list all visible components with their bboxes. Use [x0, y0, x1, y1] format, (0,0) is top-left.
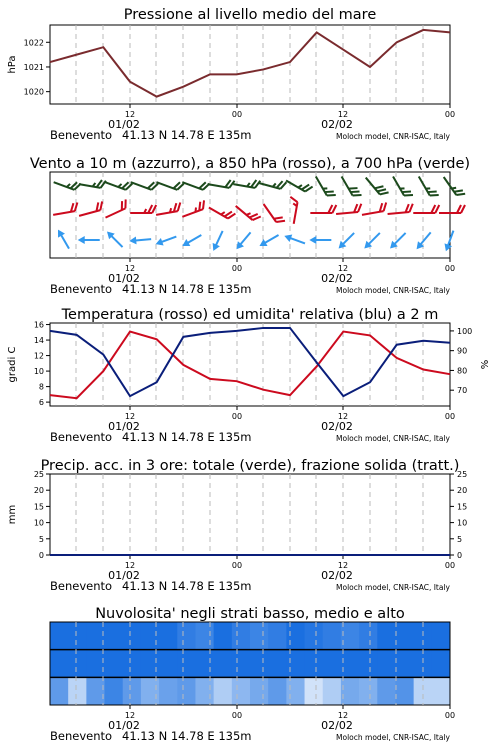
station-name: Benevento: [50, 579, 113, 593]
y-right-tick-label: 15: [457, 502, 468, 512]
wind-barb-flag: [457, 205, 461, 213]
model-credit: Moloch model, CNR-ISAC, Italy: [336, 286, 450, 295]
cloud-cell: [414, 677, 433, 705]
cloud-cell: [377, 622, 396, 650]
wind-barb-700hpa: [54, 175, 81, 191]
chart-title: Temperatura (rosso) ed umidita' relativa (blu) a 2 m: [61, 307, 439, 323]
wind-barb-850hpa: [286, 197, 298, 224]
y-axis-label: mm: [7, 504, 18, 525]
wind-barb-850hpa: [130, 205, 156, 213]
wind-barb-10m: [387, 230, 408, 251]
cloud-cell: [432, 677, 451, 705]
model-credit: Moloch model, CNR-ISAC, Italy: [336, 583, 450, 592]
station-coords: 41.13 N 14.78 E 135m: [122, 128, 252, 142]
time-tick-label: 00: [444, 264, 456, 273]
station-coords: 41.13 N 14.78 E 135m: [122, 729, 252, 743]
cloud-cell: [68, 677, 87, 705]
wind-barb-850hpa: [413, 205, 439, 213]
cloud-cell: [250, 677, 269, 705]
cloud-cell: [123, 650, 142, 678]
wind-barb-850hpa: [236, 200, 261, 223]
y-tick-label: 6: [38, 398, 44, 408]
wind-barb-10m: [361, 230, 382, 251]
wind-barb-flag: [290, 197, 299, 202]
cloud-cell: [377, 650, 396, 678]
wind-barb-700hpa: [105, 175, 132, 191]
wind-barb-10m: [180, 232, 203, 250]
cloud-cell: [195, 622, 214, 650]
cloud-cell: [159, 622, 178, 650]
wind-barb-flag: [431, 205, 435, 213]
cloud-cell: [159, 677, 178, 705]
date-label: 01/02: [108, 719, 140, 732]
wind-barb-10m: [78, 236, 100, 244]
y-tick-label: 16: [33, 320, 44, 330]
wind-barb-850hpa: [439, 205, 465, 213]
cloud-cell: [250, 650, 269, 678]
cloud-cell: [359, 650, 378, 678]
wind-arrow-head: [55, 228, 65, 238]
y-right-tick-label: 90: [457, 346, 468, 356]
cloud-cell: [177, 622, 196, 650]
time-tick-label: 12: [337, 711, 349, 720]
cloud-cell: [214, 622, 233, 650]
cloud-cell: [50, 622, 69, 650]
cloud-cell: [323, 650, 342, 678]
y-tick-label: 15: [33, 502, 44, 512]
cloud-cell: [86, 622, 105, 650]
y-right-tick-label: 70: [457, 386, 468, 396]
wind-barb-10m: [55, 228, 73, 251]
wind-barb-flag: [461, 205, 465, 213]
wind-barb-700hpa: [182, 175, 209, 191]
model-credit: Moloch model, CNR-ISAC, Italy: [336, 132, 450, 141]
model-credit: Moloch model, CNR-ISAC, Italy: [336, 434, 450, 443]
station-name: Benevento: [50, 729, 113, 743]
wind-barb-850hpa: [209, 201, 236, 221]
cloud-cell: [268, 650, 287, 678]
time-tick-label: 12: [124, 412, 136, 421]
y-right-tick-label: 5: [457, 534, 463, 544]
chart-title: Pressione al livello medio del mare: [123, 7, 377, 23]
cloud-cell: [341, 650, 360, 678]
y-tick-label: 10: [33, 367, 44, 377]
wind-barb-10m: [413, 230, 433, 252]
cloud-cell: [305, 677, 324, 705]
wind-arrow-head: [180, 239, 190, 249]
wind-arrow-head: [442, 243, 452, 252]
wind-arrow-head: [309, 236, 316, 244]
cloud-cell: [286, 650, 305, 678]
cloud-cell: [214, 650, 233, 678]
wind-barb-700hpa: [366, 172, 389, 197]
y-right-axis-label: %: [480, 359, 491, 370]
cloud-cell: [377, 677, 396, 705]
wind-barb-700hpa: [208, 176, 235, 188]
wind-barb-850hpa: [310, 205, 336, 213]
y-tick-label: 1022: [23, 38, 44, 48]
cloud-cell: [232, 622, 251, 650]
station-name: Benevento: [50, 128, 113, 142]
wind-barb-flag: [435, 205, 439, 213]
cloud-cell: [250, 622, 269, 650]
cloud-cell: [195, 650, 214, 678]
wind-barb-850hpa: [155, 203, 182, 215]
cloud-cell: [395, 650, 414, 678]
time-tick-label: 12: [337, 561, 349, 570]
y-right-tick-label: 100: [457, 326, 473, 336]
wind-barb-850hpa: [335, 204, 362, 214]
wind-barb-700hpa: [157, 175, 184, 191]
cloud-cell: [432, 622, 451, 650]
y-tick-label: 12: [33, 351, 44, 361]
wind-barb-850hpa: [77, 201, 104, 215]
wind-barb-850hpa: [102, 199, 129, 217]
wind-barb-flag: [122, 199, 129, 208]
station-coords: 41.13 N 14.78 E 135m: [122, 282, 252, 296]
wind-barb-700hpa: [131, 175, 158, 191]
wind-barb-700hpa: [419, 172, 439, 199]
cloud-cell: [268, 622, 287, 650]
cloud-cell: [141, 650, 160, 678]
cloud-cell: [177, 677, 196, 705]
wind-arrow-head: [283, 232, 292, 242]
y-right-tick-label: 25: [457, 470, 468, 479]
cloud-cell: [214, 677, 233, 705]
wind-barb-10m: [283, 232, 306, 247]
y-tick-label: 25: [33, 470, 44, 479]
y-tick-label: 14: [33, 336, 44, 346]
cloud-cell: [232, 650, 251, 678]
wind-barb-flag: [332, 205, 336, 213]
y-tick-label: 1020: [23, 87, 44, 97]
cloud-cell: [286, 622, 305, 650]
cloud-cell: [86, 650, 105, 678]
cloud-cell: [286, 677, 305, 705]
time-tick-label: 12: [124, 711, 136, 720]
time-tick-label: 00: [444, 561, 456, 570]
time-tick-label: 00: [444, 711, 456, 720]
wind-barb-850hpa: [361, 203, 388, 215]
wind-barb-10m: [309, 236, 331, 244]
wind-barb-10m: [233, 230, 253, 252]
wind-barb-10m: [257, 232, 280, 250]
wind-barb-flag: [148, 205, 152, 213]
wind-barb-850hpa: [180, 200, 207, 216]
station-name: Benevento: [50, 282, 113, 296]
time-tick-label: 00: [231, 561, 243, 570]
y-right-tick-label: 20: [457, 486, 468, 496]
cloud-cell: [159, 650, 178, 678]
cloud-cell: [105, 677, 124, 705]
plot-frame: [50, 25, 450, 104]
time-tick-label: 12: [124, 110, 136, 119]
wind-barb-850hpa: [387, 204, 414, 214]
y-axis-label: hPa: [7, 55, 18, 74]
station-coords: 41.13 N 14.78 E 135m: [122, 579, 252, 593]
date-label: 02/02: [321, 420, 353, 433]
time-tick-label: 12: [124, 561, 136, 570]
wind-barb-700hpa: [316, 172, 336, 199]
cloud-cell: [195, 677, 214, 705]
chart-title: Precip. acc. in 3 ore: totale (verde), frazione solida (tratt.): [40, 458, 460, 474]
time-tick-label: 12: [124, 264, 136, 273]
wind-barb-10m: [336, 230, 357, 251]
wind-barb-flag: [328, 205, 332, 213]
cloud-cell: [268, 677, 287, 705]
y-right-tick-label: 10: [457, 518, 468, 528]
date-label: 02/02: [321, 272, 353, 285]
time-tick-label: 12: [337, 264, 349, 273]
y-tick-label: 10: [33, 518, 44, 528]
station-coords: 41.13 N 14.78 E 135m: [122, 430, 252, 444]
y-tick-label: 20: [33, 486, 44, 496]
cloud-cell: [432, 650, 451, 678]
cloud-cell: [50, 650, 69, 678]
time-tick-label: 00: [231, 264, 243, 273]
wind-barb-850hpa: [264, 199, 285, 225]
cloud-cell: [341, 677, 360, 705]
cloud-cell: [68, 622, 87, 650]
wind-barb-700hpa: [342, 172, 362, 199]
wind-barb-10m: [129, 235, 152, 245]
plot-frame: [50, 474, 450, 555]
cloud-cell: [68, 650, 87, 678]
cloud-cell: [105, 650, 124, 678]
wind-barb-700hpa: [79, 176, 106, 188]
time-tick-label: 00: [231, 110, 243, 119]
y-axis-label: gradi C: [7, 346, 18, 383]
cloud-cell: [305, 622, 324, 650]
date-label: 02/02: [321, 719, 353, 732]
cloud-cell: [123, 622, 142, 650]
wind-barb-850hpa: [52, 203, 79, 215]
cloud-cell: [50, 677, 69, 705]
cloud-cell: [395, 677, 414, 705]
cloud-cell: [323, 622, 342, 650]
time-tick-label: 00: [444, 110, 456, 119]
cloud-heatmap: [50, 622, 451, 705]
y-tick-label: 5: [38, 534, 44, 544]
y-tick-label: 0: [38, 551, 44, 560]
chart-title: Nuvolosita' negli strati basso, medio e alto: [95, 606, 405, 622]
cloud-cell: [105, 622, 124, 650]
wind-barb-10m: [154, 233, 177, 248]
y-tick-label: 1021: [23, 62, 44, 72]
time-tick-label: 12: [337, 412, 349, 421]
wind-arrow-head: [210, 243, 220, 253]
cloud-cell: [395, 622, 414, 650]
cloud-cell: [341, 622, 360, 650]
y-tick-label: 8: [38, 382, 44, 392]
wind-barb-700hpa: [444, 172, 465, 198]
cloud-cell: [177, 650, 196, 678]
cloud-cell: [123, 677, 142, 705]
wind-barb-flag: [200, 200, 206, 209]
model-credit: Moloch model, CNR-ISAC, Italy: [336, 733, 450, 742]
y-right-tick-label: 80: [457, 366, 468, 376]
cloud-cell: [359, 622, 378, 650]
cloud-cell: [323, 677, 342, 705]
chart-title: Vento a 10 m (azzurro), a 850 hPa (rosso), a 700 hPa (verde): [29, 156, 471, 172]
cloud-cell: [86, 677, 105, 705]
time-tick-label: 00: [231, 711, 243, 720]
date-label: 01/02: [108, 420, 140, 433]
wind-arrow-head: [78, 236, 85, 244]
date-label: 02/02: [321, 118, 353, 131]
cloud-cell: [305, 650, 324, 678]
cloud-cell: [359, 677, 378, 705]
date-label: 01/02: [108, 118, 140, 131]
cloud-cell: [141, 677, 160, 705]
date-label: 01/02: [108, 272, 140, 285]
wind-barb-10m: [104, 229, 125, 250]
cloud-cell: [141, 622, 160, 650]
station-name: Benevento: [50, 430, 113, 444]
pressure-line: [50, 30, 450, 97]
time-tick-label: 12: [337, 110, 349, 119]
date-label: 01/02: [108, 569, 140, 582]
y-right-tick-label: 0: [457, 551, 463, 560]
wind-barb-10m: [210, 229, 227, 252]
cloud-cell: [232, 677, 251, 705]
date-label: 02/02: [321, 569, 353, 582]
time-tick-label: 00: [231, 412, 243, 421]
time-tick-label: 00: [444, 412, 456, 421]
